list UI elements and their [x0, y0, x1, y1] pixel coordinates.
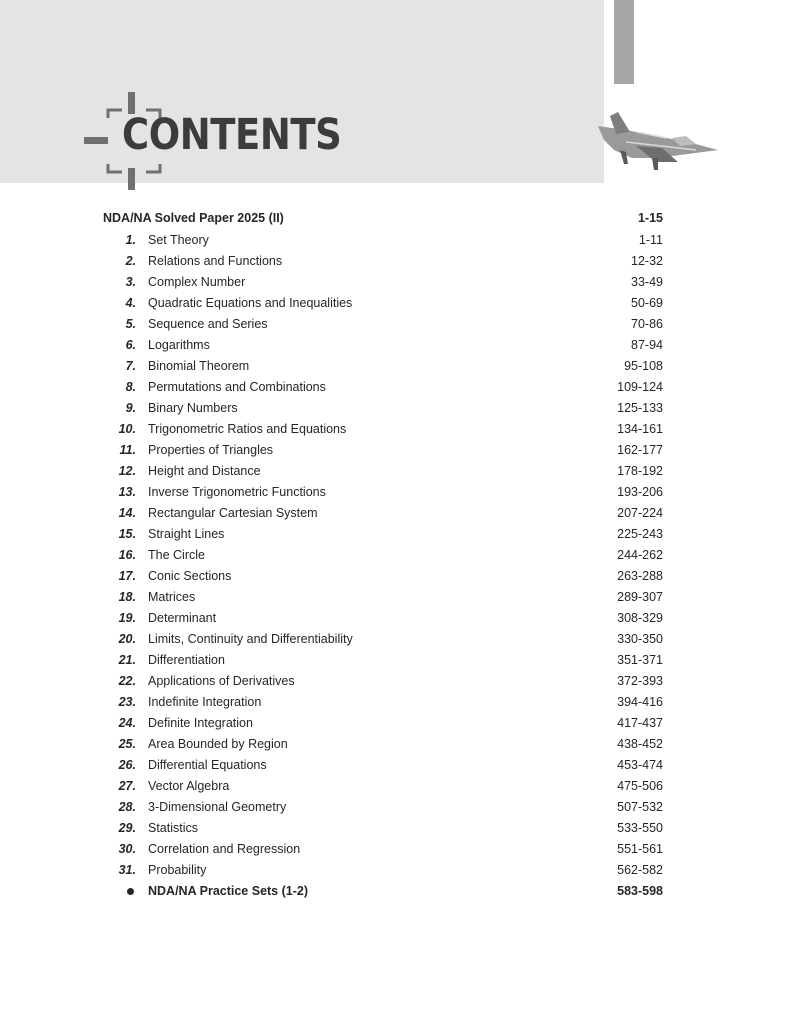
- toc-label: Matrices: [148, 590, 196, 604]
- toc-number: 20.: [118, 632, 136, 646]
- toc-number: 9.: [125, 401, 136, 415]
- toc-pages: 533-550: [617, 821, 663, 835]
- toc-pages: 178-192: [617, 464, 663, 478]
- toc-row[interactable]: [0, 629, 801, 650]
- toc-pages: 109-124: [617, 380, 663, 394]
- toc-label: Determinant: [148, 611, 217, 625]
- toc-row[interactable]: [0, 440, 801, 461]
- toc-pages: 87-94: [631, 338, 663, 352]
- toc-row[interactable]: [0, 335, 801, 356]
- toc-number: 17.: [118, 569, 136, 583]
- toc-row[interactable]: [0, 755, 801, 776]
- toc-row[interactable]: [0, 566, 801, 587]
- toc-label: Properties of Triangles: [148, 443, 274, 457]
- toc-pages: 507-532: [617, 800, 663, 814]
- toc-pages: 95-108: [624, 359, 663, 373]
- toc-number: 1.: [125, 233, 136, 247]
- toc-label: Logarithms: [148, 338, 210, 352]
- toc-number: 23.: [118, 695, 136, 709]
- toc-pages: 162-177: [617, 443, 663, 457]
- toc-row[interactable]: [0, 734, 801, 755]
- toc-number: 28.: [118, 800, 136, 814]
- toc-row[interactable]: [0, 776, 801, 797]
- toc-number: 31.: [118, 863, 136, 877]
- toc-row[interactable]: [0, 356, 801, 377]
- toc-number: 12.: [118, 464, 136, 478]
- toc-pages: 372-393: [617, 674, 663, 688]
- toc-number: 7.: [125, 359, 136, 373]
- toc-number: 30.: [118, 842, 136, 856]
- toc-pages: 583-598: [617, 884, 663, 898]
- toc-row[interactable]: [0, 293, 801, 314]
- toc-row[interactable]: [0, 503, 801, 524]
- toc-label: Differential Equations: [148, 758, 267, 772]
- toc-label: Conic Sections: [148, 569, 232, 583]
- toc-row-solved-paper[interactable]: [0, 208, 801, 229]
- toc-number: 8.: [125, 380, 136, 394]
- toc-pages: 244-262: [617, 548, 663, 562]
- toc-pages: 475-506: [617, 779, 663, 793]
- toc-row[interactable]: [0, 398, 801, 419]
- toc-number: 19.: [118, 611, 136, 625]
- toc-label: Statistics: [148, 821, 199, 835]
- toc-label: NDA/NA Solved Paper 2025 (II): [103, 211, 284, 225]
- toc-pages: 1-15: [637, 211, 663, 225]
- toc-number: 18.: [118, 590, 136, 604]
- toc-label: Set Theory: [148, 233, 209, 247]
- toc-number: 2.: [125, 254, 136, 268]
- toc-label: Vector Algebra: [148, 779, 230, 793]
- toc-row[interactable]: [0, 671, 801, 692]
- toc-pages: 453-474: [617, 758, 663, 772]
- toc-pages: 33-49: [631, 275, 663, 289]
- side-bar-decoration: [614, 0, 634, 84]
- toc-number: 5.: [125, 317, 136, 331]
- toc-row[interactable]: [0, 545, 801, 566]
- toc-pages: 263-288: [617, 569, 663, 583]
- toc-row[interactable]: [0, 482, 801, 503]
- toc-label: The Circle: [148, 548, 205, 562]
- toc-number: 14.: [118, 506, 136, 520]
- toc-number: 26.: [118, 758, 136, 772]
- toc-label: Complex Number: [148, 275, 246, 289]
- toc-number: 16.: [118, 548, 136, 562]
- toc-row[interactable]: [0, 797, 801, 818]
- toc-row[interactable]: [0, 251, 801, 272]
- toc-label: Limits, Continuity and Differentiability: [148, 632, 353, 646]
- toc-number: 27.: [118, 779, 136, 793]
- toc-row-practice-sets[interactable]: [0, 881, 801, 902]
- toc-row[interactable]: [0, 692, 801, 713]
- toc-pages: 562-582: [617, 863, 663, 877]
- toc-pages: 551-561: [617, 842, 663, 856]
- toc-number: 13.: [118, 485, 136, 499]
- toc-number: 3.: [125, 275, 136, 289]
- toc-pages: 12-32: [631, 254, 663, 268]
- toc-label: Relations and Functions: [148, 254, 283, 268]
- toc-pages: 289-307: [617, 590, 663, 604]
- toc-pages: 330-350: [617, 632, 663, 646]
- toc-label: Quadratic Equations and Inequalities: [148, 296, 353, 310]
- toc-label: Applications of Derivatives: [148, 674, 295, 688]
- toc-label: Differentiation: [148, 653, 225, 667]
- toc-row[interactable]: [0, 461, 801, 482]
- toc-row[interactable]: [0, 377, 801, 398]
- toc-pages: 438-452: [617, 737, 663, 751]
- toc-row[interactable]: [0, 314, 801, 335]
- toc-pages: 417-437: [617, 716, 663, 730]
- bullet-icon: [127, 888, 134, 895]
- page-heading: [84, 92, 344, 190]
- toc-pages: 134-161: [617, 422, 663, 436]
- toc-pages: 125-133: [617, 401, 663, 415]
- toc-row[interactable]: [0, 608, 801, 629]
- fighter-jet-icon: [596, 106, 720, 174]
- toc-label: Straight Lines: [148, 527, 225, 541]
- toc-row[interactable]: [0, 650, 801, 671]
- contents-title: CONTENTS: [122, 110, 342, 160]
- toc-row[interactable]: [0, 419, 801, 440]
- toc-pages: 225-243: [617, 527, 663, 541]
- toc-number: 22.: [118, 674, 136, 688]
- toc-row[interactable]: [0, 587, 801, 608]
- toc-pages: 308-329: [617, 611, 663, 625]
- toc-number: 15.: [118, 527, 136, 541]
- toc-label: Correlation and Regression: [148, 842, 301, 856]
- toc-label: Area Bounded by Region: [148, 737, 288, 751]
- toc-row[interactable]: [0, 713, 801, 734]
- toc-row[interactable]: [0, 839, 801, 860]
- toc-number: 21.: [118, 653, 136, 667]
- toc-row[interactable]: [0, 818, 801, 839]
- toc-label: NDA/NA Practice Sets (1-2): [148, 884, 309, 898]
- toc-label: Binomial Theorem: [148, 359, 250, 373]
- toc-number: 24.: [118, 716, 136, 730]
- toc-number: 25.: [118, 737, 136, 751]
- toc-label: Sequence and Series: [148, 317, 268, 331]
- toc-label: Indefinite Integration: [148, 695, 262, 709]
- toc-row[interactable]: [0, 524, 801, 545]
- toc-label: Permutations and Combinations: [148, 380, 326, 394]
- toc-number: 10.: [118, 422, 136, 436]
- toc-label: Probability: [148, 863, 207, 877]
- toc-number: 11.: [119, 443, 136, 457]
- toc-row[interactable]: [0, 272, 801, 293]
- toc-number: 29.: [118, 821, 136, 835]
- toc-pages: 70-86: [631, 317, 663, 331]
- toc-number: 4.: [125, 296, 136, 310]
- toc-pages: 50-69: [631, 296, 663, 310]
- toc-number: 6.: [125, 338, 136, 352]
- toc-pages: 394-416: [617, 695, 663, 709]
- toc-label: Rectangular Cartesian System: [148, 506, 318, 520]
- toc-pages: 1-11: [638, 233, 663, 247]
- toc-label: Inverse Trigonometric Functions: [148, 485, 326, 499]
- toc-pages: 351-371: [617, 653, 663, 667]
- toc-label: Height and Distance: [148, 464, 261, 478]
- toc-label: 3-Dimensional Geometry: [148, 800, 287, 814]
- toc-pages: 193-206: [617, 485, 663, 499]
- toc-label: Binary Numbers: [148, 401, 238, 415]
- toc-label: Definite Integration: [148, 716, 253, 730]
- toc-label: Trigonometric Ratios and Equations: [148, 422, 347, 436]
- toc-pages: 207-224: [617, 506, 663, 520]
- toc-row[interactable]: [0, 230, 801, 251]
- toc-row[interactable]: [0, 860, 801, 881]
